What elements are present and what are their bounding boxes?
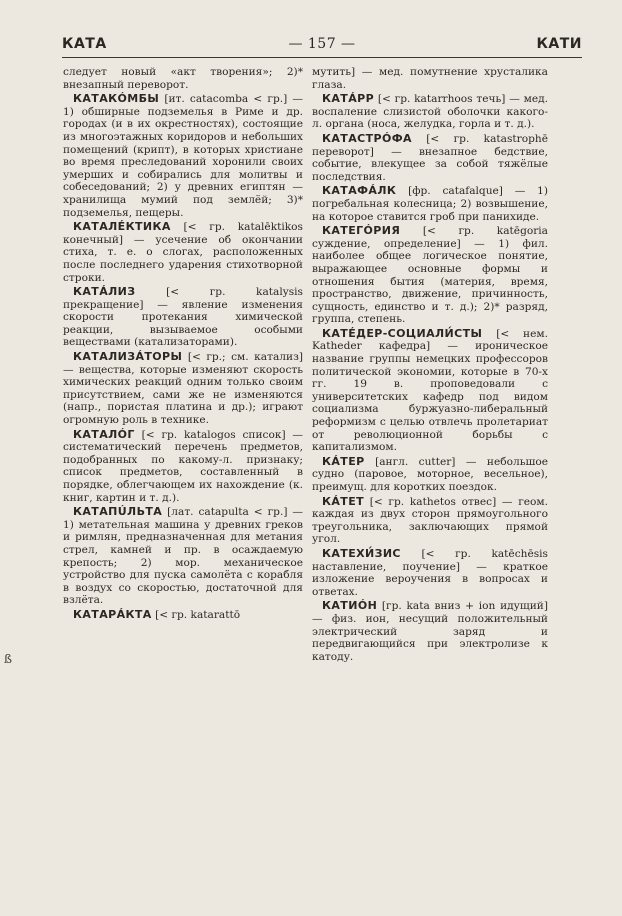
entry-headword: КАТÉДЕР-СОЦИАЛИ́СТЫ [322,326,483,340]
entry-definition: [< гр. katarrhoos течь] — мед. воспаление слизистой оболочки какого-л. органа (носа, желудка, горла и т. д.). [312,93,548,131]
margin-mark: ß [4,652,13,666]
entry-headword: КАТИÓН [322,599,378,613]
dictionary-entry [63,286,303,349]
entry-definition: [< гр. katēgoria суждение, определение] — 1) фил. наиболее общее логическое понятие, выражающее основные формы и отношения бытия (материя, время, пространство, движение, причинность, сущность, единство и т. д.); 2)* разряд, группа, степень. [312,225,548,326]
entry-definition: [< гр. katēchēsis наставление, поучение] — краткое изложение вероучения в вопросах и ответах. [312,547,548,598]
page-number: — 157 — [288,36,356,52]
dictionary-entry [63,506,303,607]
dictionary-entry [63,221,303,284]
entry-definition: [< гр. katarattō [155,608,241,621]
entry-definition: [гр. kata вниз + ion идущий] — физ. ион, несущий положительный электрический заряд и передвигающийся при электролизе к катоду. [312,600,548,663]
right-column [312,66,548,665]
entry-definition: [англ. cutter] — небольшое судно (паровое, моторное, весельное), преимущ. для коротких поездок. [312,455,549,493]
dictionary-entry [63,429,303,505]
entry-definition: [фр. catafalque] — 1) погребальная колесница; 2) возвышение, на которое ставится гроб при панихиде. [312,185,548,223]
dictionary-entry [312,93,548,131]
dictionary-entry [312,185,548,223]
entry-definition: [< нем. Katheder кафедра] — ироническое название группы немецких профессоров политической экономии, которые в 70-х гг. 19 в. проповедовали с университетских кафедр под видом социализма буржуазно-либеральный реформизм с целью отвлечь пролетариат от революционной борьбы с капитализмом. [312,327,548,454]
entry-headword: КАТАСТРÓФА [322,131,412,145]
header-right-guide-word: КАТИ [536,36,582,52]
dictionary-entry [312,225,548,326]
dictionary-entry [312,600,548,663]
dictionary-entry [312,456,548,494]
entry-headword: КАТАФÁЛК [322,184,397,198]
entry-definition: [< гр. katalysis прекращение] — явление изменения скорости протекания химической реакции, вызываемое особыми веществами (катализаторами). [63,286,303,349]
header-left-guide-word: КАТА [62,36,107,52]
entry-definition: [< гр.; см. катализ] — вещества, которые изменяют скорость химических реакций одним только своим присутствием, сами же не изменяются (напр., пористая платина и др.); играют огромную роль в технике. [63,351,303,427]
running-header [62,36,582,56]
entry-headword: КАТЕХИ́ЗИС [322,546,401,560]
entry-definition: [< гр. katastrophē переворот] — внезапное бедствие, событие, влекущее за собой тяжёлые последствия. [312,132,548,183]
entry-headword: КАТАЛÉКТИКА [73,220,171,234]
entry-definition: [< гр. kathetos отвес] — геом. каждая из двух сторон прямоугольного треугольника, заключающих прямой угол. [312,495,549,546]
entry-definition: мутить] — мед. помутнение хрусталика глаза. [312,66,548,91]
entry-headword: КÁТЕТ [322,494,365,508]
entry-headword: КАТЕГÓРИЯ [322,224,401,238]
dictionary-entry [312,328,548,454]
entry-headword: КАТАЛÓГ [73,427,135,441]
dictionary-entry [63,351,303,427]
entry-definition: [< гр. katalogos список] — систематический перечень предметов, подобранных по какому-л. признаку; список предметов, составленный в порядке, облегчающем их нахождение (к. книг, картин и т. д.). [63,428,304,504]
entry-headword: КАТАКÓМБЫ [73,92,160,106]
entry-continuation [312,66,548,91]
dictionary-entry [312,548,548,598]
dictionary-entry [63,93,303,219]
dictionary-entry [312,496,548,546]
dictionary-entry [63,609,303,622]
entry-headword: КАТÁРР [322,92,375,106]
entry-headword: КÁТЕР [322,454,365,468]
left-column [63,66,303,624]
entry-headword: КАТАРÁКТА [73,607,152,621]
entry-headword: КАТАПÚЛЬТА [73,505,163,519]
entry-definition: [лат. catapulta < гр.] — 1) метательная машина у древних греков и римлян, предназначенная для метания стрел, камней и пр. в осаждаемую крепость; 2) мор. механическое устройство для пуска самолёта с корабля в воздух со скоростью, достаточной для взлёта. [63,506,303,607]
entry-continuation [63,66,303,91]
entry-definition: [< гр. katalēktikos конечный] — усечение об окончании стиха, т. е. о слогах, расположенных после последнего ударения стихотворной строки. [63,221,303,284]
entry-headword: КАТАЛИЗÁТОРЫ [73,350,183,364]
entry-definition: [ит. catacomba < гр.] — 1) обширные подземелья в Риме и др. городах (и в их окрестностях), состоящие из многоэтажных коридоров и небольших помещений (крипт), в которых христиане во время преследований хоронили своих умерших и собирались для молитвы и собеседований; 2) у древних египтян — хранилища мумий под землёй; 3)* подземелья, пещеры. [63,93,303,219]
entry-headword: КАТÁЛИЗ [73,285,136,299]
entry-definition: следует новый «акт творения»; 2)* внезапный переворот. [63,66,303,91]
header-rule [62,57,582,58]
dictionary-entry [312,133,548,183]
